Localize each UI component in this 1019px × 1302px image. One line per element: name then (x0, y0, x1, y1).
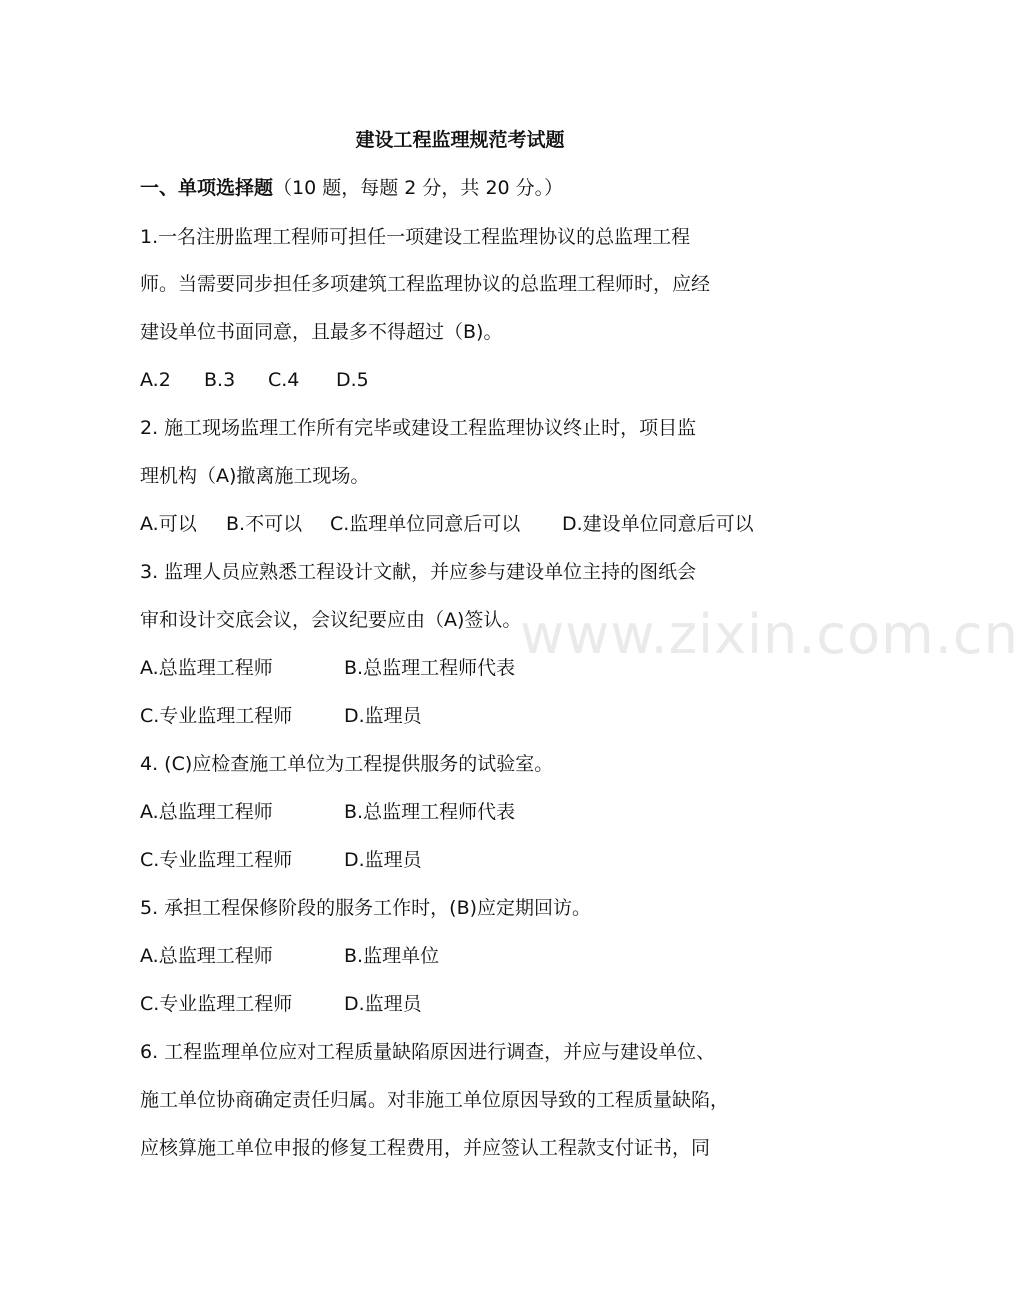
option-a: A.总监理工程师 (140, 657, 273, 679)
option-a: A.总监理工程师 (140, 945, 273, 967)
question-6-line-1: 6. 工程监理单位应对工程质量缺陷原因进行调查，并应与建设单位、 (140, 1041, 716, 1063)
option-c: C.专业监理工程师 (140, 705, 293, 727)
question-5-options-row-1 (140, 942, 800, 970)
question-6-line-3: 应核算施工单位申报的修复工程费用，并应签认工程款支付证书，同 (140, 1137, 711, 1159)
question-5-line-1: 5. 承担工程保修阶段的服务工作时，(B)应定期回访。 (140, 897, 592, 919)
option-d: D.监理员 (344, 993, 422, 1015)
question-5-options-row-2 (140, 990, 800, 1018)
question-3-line-2: 审和设计交底会议，会议纪要应由（A)签认。 (140, 609, 522, 631)
option-c: C.4 (268, 369, 300, 391)
question-4-line-1: 4. (C)应检查施工单位为工程提供服务的试验室。 (140, 753, 554, 775)
option-a: A.2 (140, 369, 171, 391)
section-heading-label: 一、单项选择题 (140, 177, 274, 199)
question-1-options (140, 366, 800, 394)
section-heading-note: （10 题，每题 2 分，共 20 分。） (273, 177, 564, 199)
option-c: C.监理单位同意后可以 (330, 513, 521, 535)
question-2-line-2: 理机构（A)撤离施工现场。 (140, 465, 370, 487)
option-d: D.建设单位同意后可以 (562, 513, 754, 535)
question-3-line-1: 3. 监理人员应熟悉工程设计文献，并应参与建设单位主持的图纸会 (140, 561, 697, 583)
question-4-options-row-1 (140, 798, 800, 826)
question-6-line-2: 施工单位协商确定责任归属。对非施工单位原因导致的工程质量缺陷， (140, 1089, 730, 1111)
question-4-options-row-2 (140, 846, 800, 874)
option-b: B.总监理工程师代表 (344, 657, 516, 679)
option-c: C.专业监理工程师 (140, 993, 293, 1015)
option-c: C.专业监理工程师 (140, 849, 293, 871)
section-heading (140, 174, 800, 202)
question-2-line-1: 2. 施工现场监理工作所有完毕或建设工程监理协议终止时，项目监 (140, 417, 697, 439)
option-a: A.总监理工程师 (140, 801, 273, 823)
option-b: B.监理单位 (344, 945, 440, 967)
option-d: D.监理员 (344, 849, 422, 871)
watermark: www.zixin.com.cn (520, 603, 1019, 666)
option-b: B.不可以 (226, 513, 303, 535)
option-b: B.3 (204, 369, 236, 391)
option-d: D.监理员 (344, 705, 422, 727)
option-d: D.5 (336, 369, 369, 391)
question-1-line-3: 建设单位书面同意，且最多不得超过（B)。 (140, 321, 503, 343)
question-1-line-1: 1.一名注册监理工程师可担任一项建设工程监理协议的总监理工程 (140, 226, 691, 248)
question-2-options (140, 510, 800, 538)
option-b: B.总监理工程师代表 (344, 801, 516, 823)
question-1-line-2: 师。当需要同步担任多项建筑工程监理协议的总监理工程师时，应经 (140, 273, 711, 295)
option-a: A.可以 (140, 513, 197, 535)
page-title: 建设工程监理规范考试题 (355, 129, 565, 151)
question-3-options-row-2 (140, 702, 800, 730)
